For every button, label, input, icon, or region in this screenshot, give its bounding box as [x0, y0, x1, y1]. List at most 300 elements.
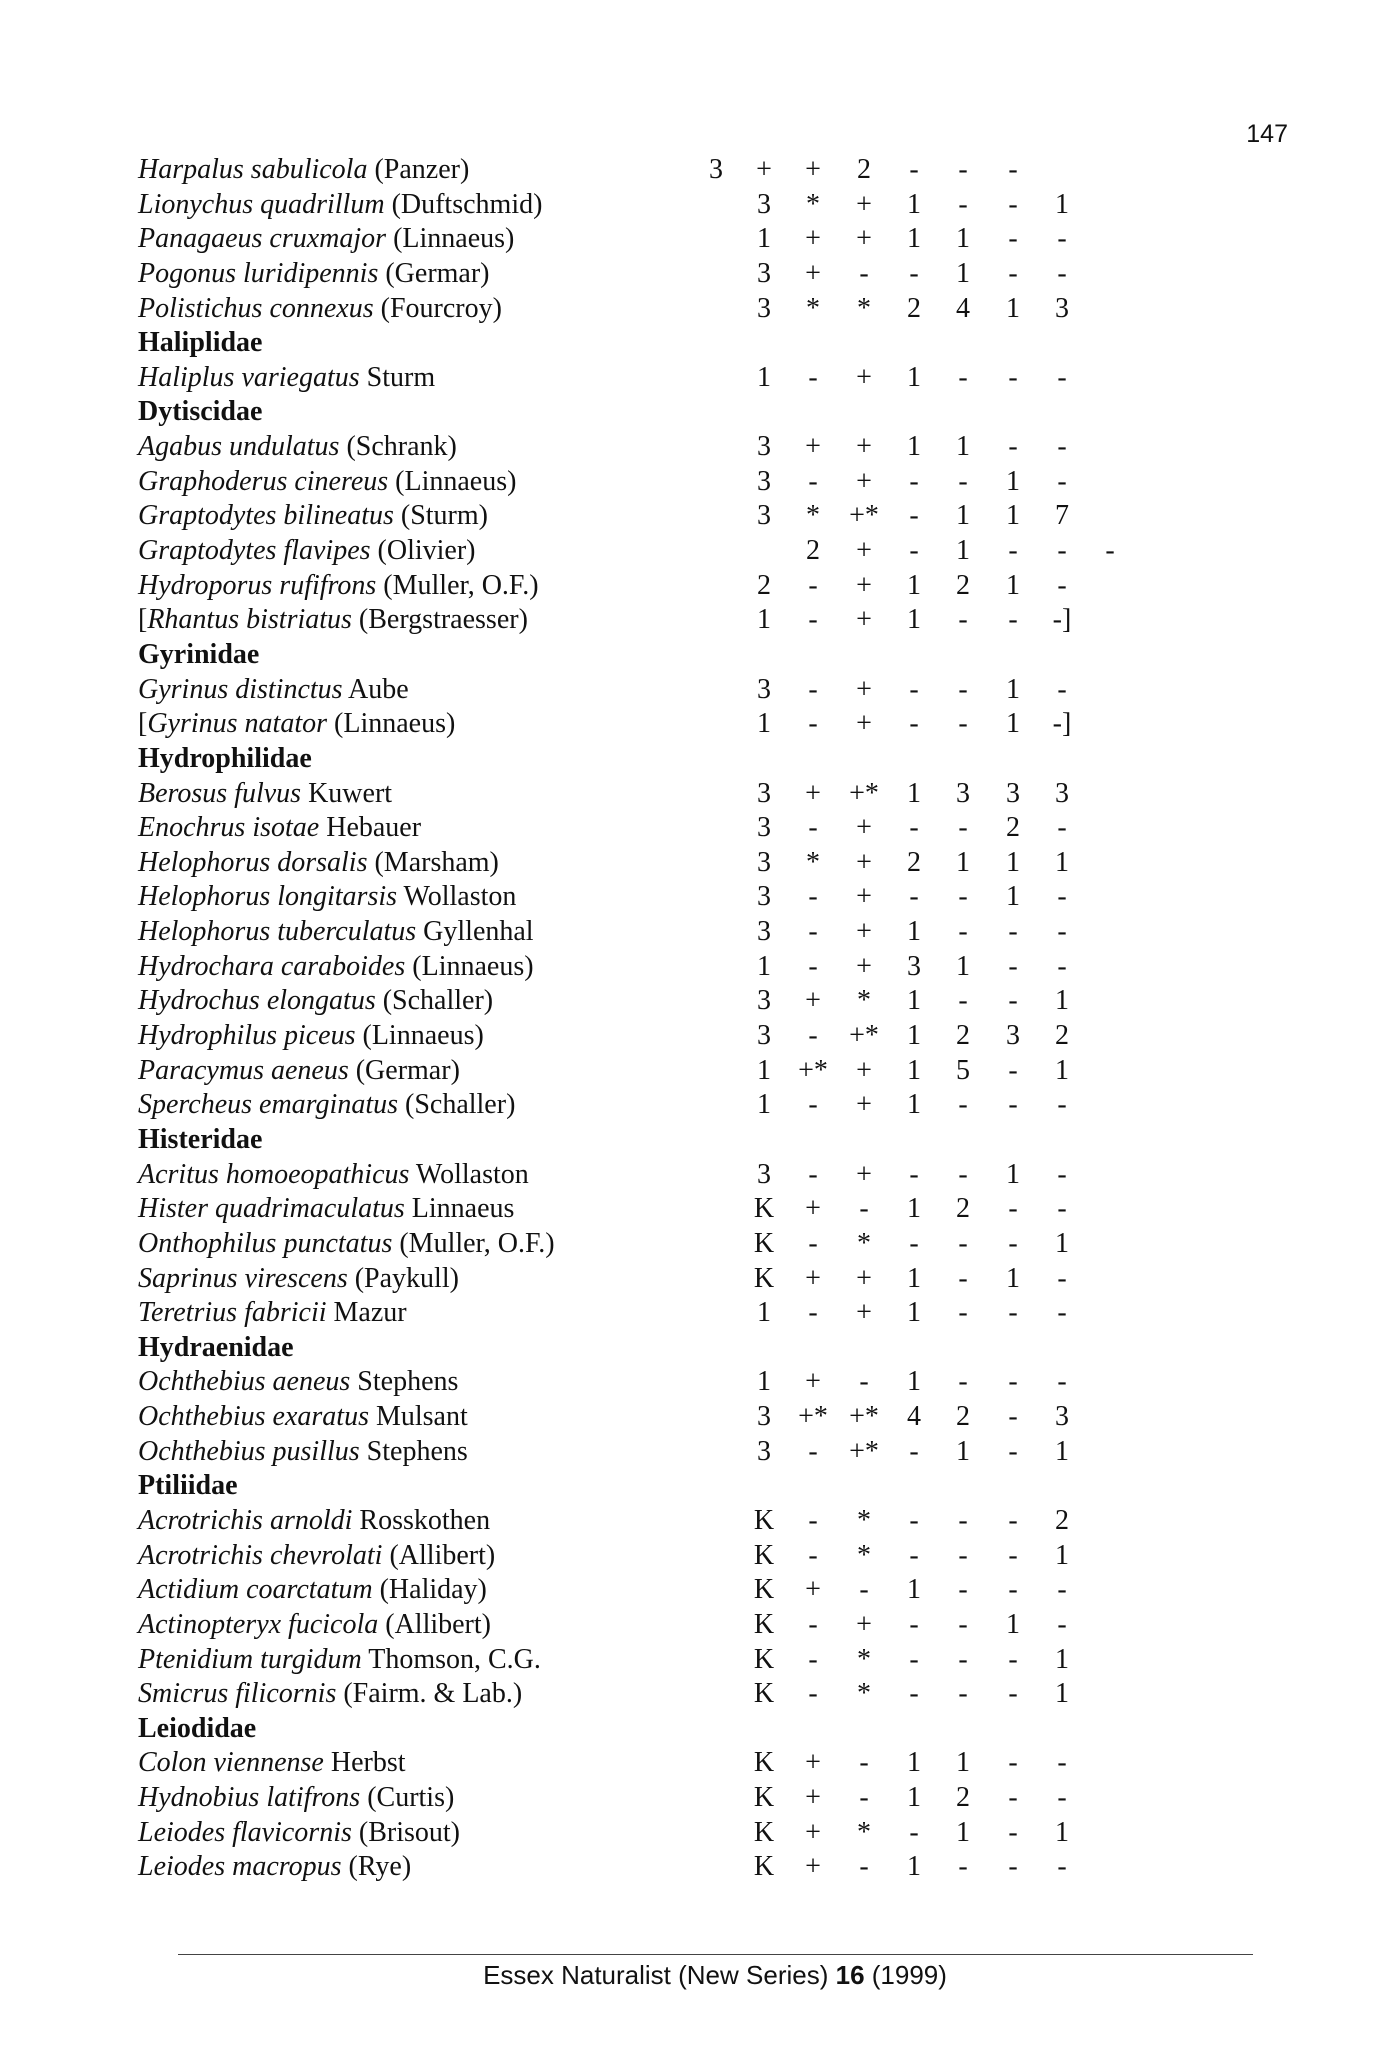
authority: (Allibert): [382, 1539, 496, 1571]
status-cell: +: [856, 1158, 872, 1190]
species-name: [138, 777, 392, 812]
status-cell: K: [753, 1574, 775, 1606]
status-cell: -: [1008, 154, 1018, 185]
status-cell: -: [1008, 188, 1018, 220]
species-name: [138, 1781, 454, 1816]
status-cell: K: [753, 1227, 775, 1259]
status-cell: 3: [1055, 1401, 1069, 1433]
status-cell: +: [856, 535, 872, 567]
species-row: [138, 1262, 1288, 1297]
status-cell: -: [958, 1851, 968, 1883]
species-row: [138, 430, 1288, 465]
species-name: [138, 1573, 487, 1608]
binomial: Hydrochus elongatus: [138, 985, 376, 1017]
status-cell: 1: [956, 950, 970, 982]
authority: Mulsant: [368, 1401, 468, 1433]
status-cell: *: [806, 500, 820, 532]
family-name: Histeridae: [138, 1123, 263, 1155]
status-cell: +*: [849, 1401, 879, 1433]
species-name: [138, 1816, 460, 1851]
status-cell: 3: [757, 673, 771, 705]
binomial: Hydnobius latifrons: [138, 1782, 361, 1814]
authority: (Muller, O.F.): [376, 569, 539, 601]
status-cell: +: [856, 881, 872, 913]
status-cell: 1: [1006, 846, 1020, 878]
status-cell: 3: [757, 777, 771, 809]
status-cell: -: [808, 361, 818, 393]
status-cell: 1: [956, 500, 970, 532]
status-cell: +: [805, 1747, 821, 1779]
status-cell: 2: [907, 846, 921, 878]
status-cell: 1: [757, 1366, 771, 1398]
status-cell: +: [805, 1366, 821, 1398]
species-name: [138, 1158, 529, 1193]
status-cell: K: [753, 1851, 775, 1883]
status-cell: -: [859, 1574, 869, 1606]
status-cell: 3: [757, 465, 771, 497]
footer-rule: [178, 1954, 1253, 1955]
status-cell: -: [1057, 1782, 1067, 1814]
status-cell: -: [958, 1678, 968, 1710]
status-cell: 3: [956, 777, 970, 809]
species-table: [138, 153, 1288, 1885]
status-cell: 2: [1055, 1504, 1069, 1536]
status-cell: -: [958, 604, 968, 636]
status-cell: +*: [849, 500, 879, 532]
species-row: [138, 1435, 1288, 1470]
status-cell: 7: [1055, 500, 1069, 532]
status-cell: 1: [1006, 881, 1020, 913]
status-cell: -: [1008, 1539, 1018, 1571]
status-cell: 3: [1055, 777, 1069, 809]
authority: (Duftschmid): [384, 188, 543, 220]
authority: (Linnaeus): [388, 465, 517, 497]
status-cell: -: [1057, 569, 1067, 601]
status-cell: -: [808, 1435, 818, 1467]
species-name: [138, 1054, 460, 1089]
status-cell: +: [856, 1054, 872, 1086]
status-cell: *: [806, 188, 820, 220]
status-cell: +: [856, 361, 872, 393]
status-cell: 3: [757, 1020, 771, 1052]
binomial: Gyrinus natator: [147, 708, 328, 740]
binomial: Agabus undulatus: [138, 431, 340, 463]
status-cell: 2: [956, 1020, 970, 1052]
status-cell: -: [909, 257, 919, 289]
status-cell: -: [1008, 257, 1018, 289]
status-cell: -: [859, 1366, 869, 1398]
status-cell: 1: [1055, 1643, 1069, 1675]
status-cell: +: [856, 465, 872, 497]
status-cell: -: [1008, 950, 1018, 982]
species-name: [138, 846, 499, 881]
status-cell: 1: [1006, 465, 1020, 497]
status-cell: -: [1057, 673, 1067, 705]
family-heading: [138, 395, 1288, 430]
binomial: Berosus fulvus: [138, 777, 302, 809]
status-cell: +: [856, 1089, 872, 1121]
status-cell: -: [1008, 535, 1018, 567]
status-cell: 1: [907, 361, 921, 393]
species-row: [138, 1608, 1288, 1643]
status-cell: 1: [956, 257, 970, 289]
binomial: Saprinus virescens: [138, 1262, 348, 1294]
status-cell: 1: [956, 1816, 970, 1848]
status-cell: -: [958, 1539, 968, 1571]
species-row: [138, 846, 1288, 881]
species-name: [138, 707, 455, 742]
status-cell: +: [856, 1608, 872, 1640]
authority: Herbst: [323, 1747, 406, 1779]
status-cell: -]: [1052, 708, 1072, 740]
binomial: Teretrius fabricii: [138, 1297, 327, 1329]
binomial: Hister quadrimaculatus: [138, 1193, 405, 1225]
status-cell: *: [857, 985, 871, 1017]
binomial: Ptenidium turgidum: [138, 1643, 362, 1675]
status-cell: 1: [956, 1435, 970, 1467]
binomial: Leiodes flavicornis: [138, 1816, 352, 1848]
binomial: Rhantus bistriatus: [147, 604, 352, 636]
status-cell: -: [909, 1435, 919, 1467]
status-cell: +: [856, 431, 872, 463]
family-name: Haliplidae: [138, 327, 263, 359]
status-cell: 1: [1055, 1678, 1069, 1710]
status-cell: -: [808, 465, 818, 497]
status-cell: 3: [757, 1401, 771, 1433]
status-cell: 1: [907, 1747, 921, 1779]
status-cell: -: [958, 154, 968, 185]
status-cell: -: [1008, 223, 1018, 255]
status-cell: +: [805, 985, 821, 1017]
status-cell: 1: [907, 777, 921, 809]
family-name: Gyrinidae: [138, 638, 260, 670]
binomial: Hydrochara caraboides: [138, 950, 406, 982]
status-cell: -: [808, 1678, 818, 1710]
family-name: Ptiliidae: [138, 1470, 238, 1502]
status-cell: +: [856, 223, 872, 255]
status-cell: +: [805, 154, 821, 185]
status-cell: -: [909, 1643, 919, 1675]
status-cell: 2: [907, 292, 921, 324]
authority: (Curtis): [360, 1782, 455, 1814]
status-cell: 1: [907, 1262, 921, 1294]
status-cell: -: [1008, 1816, 1018, 1848]
status-cell: 2: [956, 569, 970, 601]
status-cell: 1: [907, 569, 921, 601]
status-cell: -: [1057, 361, 1067, 393]
status-cell: 1: [1006, 292, 1020, 324]
authority: (Sturm): [393, 500, 488, 532]
status-cell: 1: [757, 1089, 771, 1121]
status-cell: -: [958, 465, 968, 497]
status-cell: 3: [907, 950, 921, 982]
species-row: [138, 1227, 1288, 1262]
species-row: [138, 1054, 1288, 1089]
status-cell: 4: [907, 1401, 921, 1433]
status-cell: -: [909, 1678, 919, 1710]
authority: Linnaeus: [404, 1193, 515, 1225]
status-cell: -: [958, 1089, 968, 1121]
status-cell: -: [1057, 431, 1067, 463]
status-cell: 1: [1055, 846, 1069, 878]
status-cell: 1: [956, 535, 970, 567]
status-cell: -: [1057, 916, 1067, 948]
status-cell: -: [958, 1504, 968, 1536]
binomial: Spercheus emarginatus: [138, 1089, 398, 1121]
species-name: [138, 1608, 491, 1643]
status-cell: 1: [907, 1574, 921, 1606]
status-cell: -: [1057, 1089, 1067, 1121]
binomial: Lionychus quadrillum: [138, 188, 385, 220]
status-cell: -: [909, 1504, 919, 1536]
status-cell: 1: [757, 361, 771, 393]
species-name: [138, 534, 476, 569]
status-cell: -: [958, 916, 968, 948]
status-cell: -: [808, 569, 818, 601]
status-cell: -: [958, 1608, 968, 1640]
status-cell: 1: [907, 1782, 921, 1814]
authority: Mazur: [326, 1297, 407, 1329]
binomial: Panagaeus cruxmajor: [138, 223, 387, 255]
status-cell: +: [805, 1193, 821, 1225]
authority: Stephens: [359, 1435, 468, 1467]
status-cell: 1: [956, 223, 970, 255]
status-cell: -: [859, 1747, 869, 1779]
status-cell: -: [909, 1158, 919, 1190]
status-cell: 3: [1006, 1020, 1020, 1052]
status-cell: -: [1057, 1574, 1067, 1606]
status-cell: +: [805, 777, 821, 809]
species-name: [138, 915, 534, 950]
species-row: [138, 569, 1288, 604]
status-cell: -: [1008, 1297, 1018, 1329]
status-cell: +: [856, 1297, 872, 1329]
footer-year: (1999): [871, 1960, 947, 1990]
status-cell: -: [958, 985, 968, 1017]
authority: (Haliday): [372, 1574, 487, 1606]
status-cell: +*: [849, 1020, 879, 1052]
status-cell: +: [856, 673, 872, 705]
status-cell: -: [1008, 1366, 1018, 1398]
species-name: [138, 188, 542, 223]
family-heading: [138, 1469, 1288, 1504]
binomial: Colon viennense: [138, 1747, 324, 1779]
species-row: [138, 1088, 1288, 1123]
status-cell: 1: [757, 950, 771, 982]
species-row: [138, 603, 1288, 638]
species-row: [138, 499, 1288, 534]
status-cell: +: [805, 1574, 821, 1606]
status-cell: 3: [757, 812, 771, 844]
status-cell: 1: [907, 1020, 921, 1052]
species-row: [138, 1816, 1288, 1851]
status-cell: -: [909, 465, 919, 497]
species-name: [138, 1262, 459, 1297]
authority: Wollaston: [409, 1158, 529, 1190]
binomial: Helophorus dorsalis: [138, 846, 368, 878]
footer: [0, 1960, 1400, 1991]
status-cell: -: [1008, 431, 1018, 463]
status-cell: 3: [757, 292, 771, 324]
status-cell: *: [857, 1227, 871, 1259]
authority: Sturm: [359, 361, 436, 393]
status-cell: 1: [1055, 1435, 1069, 1467]
status-cell: 2: [806, 535, 820, 567]
species-row: [138, 1573, 1288, 1608]
status-cell: -: [808, 1608, 818, 1640]
status-cell: +: [856, 812, 872, 844]
status-cell: -: [1008, 1678, 1018, 1710]
status-cell: +: [856, 188, 872, 220]
species-row: [138, 188, 1288, 223]
status-cell: K: [753, 1262, 775, 1294]
authority: Aube: [342, 673, 409, 705]
species-name: [138, 950, 534, 985]
status-cell: 3: [1055, 292, 1069, 324]
species-name: [138, 499, 488, 534]
status-cell: -: [808, 1089, 818, 1121]
binomial: Hydrophilus piceus: [138, 1020, 356, 1052]
status-cell: -: [909, 154, 919, 185]
species-name: [138, 1746, 406, 1781]
authority: (Schaller): [398, 1089, 516, 1121]
status-cell: 3: [757, 916, 771, 948]
binomial: Actidium coarctatum: [138, 1574, 373, 1606]
species-row: [138, 673, 1288, 708]
status-cell: 1: [1055, 985, 1069, 1017]
binomial: Paracymus aeneus: [138, 1054, 349, 1086]
species-row: [138, 1192, 1288, 1227]
status-cell: 2: [956, 1782, 970, 1814]
species-name: [138, 1677, 522, 1712]
authority: (Muller, O.F.): [392, 1227, 555, 1259]
species-row: [138, 811, 1288, 846]
status-cell: 1: [757, 708, 771, 740]
species-row: [138, 707, 1288, 742]
species-row: [138, 1850, 1288, 1885]
status-cell: -: [1008, 1747, 1018, 1779]
species-row: [138, 1746, 1288, 1781]
status-cell: -: [958, 188, 968, 220]
species-name: [138, 430, 457, 465]
status-cell: -: [909, 1816, 919, 1848]
binomial: Polistichus connexus: [138, 292, 374, 324]
binomial: Ochthebius exaratus: [138, 1401, 369, 1433]
species-row: [138, 1643, 1288, 1678]
family-name: Dytiscidae: [138, 396, 263, 428]
status-cell: 1: [1006, 500, 1020, 532]
binomial: Hydroporus rufifrons: [138, 569, 377, 601]
status-cell: -: [909, 500, 919, 532]
status-cell: 1: [907, 431, 921, 463]
binomial: Onthophilus punctatus: [138, 1227, 393, 1259]
family-name: Hydrophilidae: [138, 742, 312, 774]
binomial: Helophorus longitarsis: [138, 881, 398, 913]
status-cell: -: [1105, 535, 1115, 567]
status-cell: 2: [757, 569, 771, 601]
status-cell: 1: [757, 223, 771, 255]
status-cell: 1: [757, 604, 771, 636]
species-row: [138, 1400, 1288, 1435]
species-name: [138, 1019, 484, 1054]
status-cell: -: [1008, 1089, 1018, 1121]
status-cell: -: [909, 708, 919, 740]
status-cell: 3: [757, 431, 771, 463]
status-cell: -: [958, 881, 968, 913]
binomial: Smicrus filicornis: [138, 1678, 337, 1710]
authority: Kuwert: [301, 777, 393, 809]
status-cell: 1: [1055, 1816, 1069, 1848]
authority: Gyllenhal: [416, 916, 534, 948]
status-cell: -: [808, 881, 818, 913]
status-cell: *: [857, 1539, 871, 1571]
status-cell: 2: [857, 154, 871, 185]
status-cell: -: [1057, 1297, 1067, 1329]
species-name: [138, 673, 409, 708]
status-cell: -: [808, 1020, 818, 1052]
status-cell: 1: [956, 431, 970, 463]
status-cell: 1: [1006, 569, 1020, 601]
status-cell: -: [1008, 916, 1018, 948]
status-cell: -: [909, 881, 919, 913]
status-cell: -: [958, 1158, 968, 1190]
species-row: [138, 1677, 1288, 1712]
binomial: Leiodes macropus: [138, 1851, 342, 1883]
status-cell: +: [756, 154, 772, 185]
authority: (Linnaeus): [405, 950, 534, 982]
status-cell: -: [808, 812, 818, 844]
status-cell: -: [808, 950, 818, 982]
status-cell: +: [856, 708, 872, 740]
status-cell: +: [805, 1851, 821, 1883]
status-cell: +: [856, 916, 872, 948]
status-cell: -: [958, 1574, 968, 1606]
status-cell: 3: [757, 985, 771, 1017]
status-cell: 1: [1006, 708, 1020, 740]
status-cell: 1: [1055, 1054, 1069, 1086]
status-cell: 1: [907, 1089, 921, 1121]
authority: (Olivier): [370, 535, 476, 567]
status-cell: -: [859, 1851, 869, 1883]
authority: (Rye): [341, 1851, 412, 1883]
status-cell: -: [1008, 985, 1018, 1017]
species-row: [138, 1365, 1288, 1400]
status-cell: -: [1057, 257, 1067, 289]
status-cell: -: [859, 1193, 869, 1225]
status-cell: -: [808, 1227, 818, 1259]
status-cell: -: [958, 1227, 968, 1259]
status-cell: -: [1008, 1401, 1018, 1433]
status-cell: +*: [849, 1435, 879, 1467]
species-row: [138, 950, 1288, 985]
status-cell: *: [857, 1504, 871, 1536]
status-cell: *: [857, 292, 871, 324]
status-cell: -: [1008, 1435, 1018, 1467]
authority: Stephens: [350, 1366, 459, 1398]
status-cell: -: [909, 1608, 919, 1640]
status-cell: 5: [956, 1054, 970, 1086]
species-row: [138, 534, 1288, 569]
status-cell: -: [859, 257, 869, 289]
authority: (Paykull): [347, 1262, 459, 1294]
status-cell: -: [1057, 1366, 1067, 1398]
status-cell: 3: [709, 154, 723, 185]
status-cell: -: [1057, 1193, 1067, 1225]
status-cell: -: [1008, 1851, 1018, 1883]
species-name: [138, 1643, 541, 1678]
status-cell: 1: [1006, 1262, 1020, 1294]
authority: (Linnaeus): [355, 1020, 484, 1052]
